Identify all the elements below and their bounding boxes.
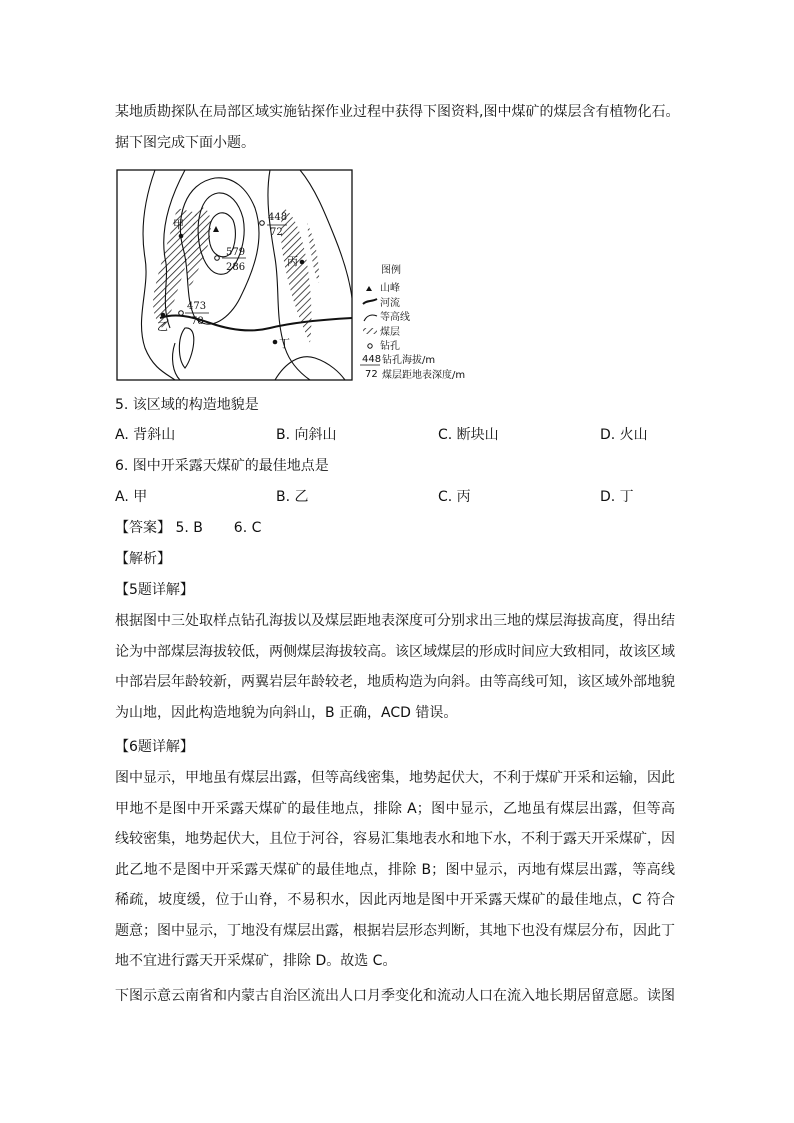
next-intro: 下图示意云南省和内蒙古自治区流出人口月季变化和流动人口在流入地长期居留意愿。读图 [115, 988, 675, 1004]
borehole-2-altitude: 579 [226, 247, 246, 258]
legend-river: 河流 [380, 298, 400, 309]
label-jia: 甲 [173, 218, 184, 231]
peak-marker [213, 226, 219, 232]
point-bing [300, 260, 305, 265]
legend-sample-depth: 72 [365, 369, 378, 380]
label-ding: 丁 [279, 337, 290, 350]
geology-map-figure [115, 168, 485, 384]
q5-option-b[interactable]: B. 向斜山 [276, 427, 337, 443]
q6-option-b[interactable]: B. 乙 [276, 489, 309, 505]
coal-seam-east-inner [307, 223, 319, 283]
legend-coal-icon [363, 328, 377, 334]
q5-detail-text: 根据图中三处取样点钻孔海拔以及煤层距地表深度可分别求出三地的煤层海拔高度，得出结论为中部煤层海拔较低，两侧煤层海拔较高。该区域煤层的形成时间应大致相同，故该区域中部岩层年龄较新，两翼岩层年龄较老，地质构造为向斜。由等高线可知，该区域外部地貌为山地，因此构造地貌为向斜山，B 正确，ACD 错误。 [115, 613, 675, 721]
contour-map [115, 168, 485, 384]
legend [360, 263, 465, 381]
legend-depth-label: 煤层距地表深度/m [382, 370, 466, 381]
label-yi: 乙 [157, 320, 168, 333]
q5-stem: 5. 该区域的构造地貌是 [115, 397, 259, 413]
point-yi [161, 313, 166, 318]
q6-stem: 6. 图中开采露天煤矿的最佳地点是 [115, 458, 329, 474]
answer-6: 6. C [233, 520, 262, 536]
q6-option-d[interactable]: D. 丁 [600, 489, 634, 505]
contour-line-9 [275, 357, 345, 380]
q5-detail-label: 【5题详解】 [115, 582, 194, 598]
q6-detail-label: 【6题详解】 [115, 739, 194, 755]
legend-coal: 煤层 [380, 327, 400, 338]
q6-option-c[interactable]: C. 丙 [438, 489, 471, 505]
answer-label: 【答案】 [115, 520, 171, 536]
borehole-3 [179, 311, 184, 316]
q6-option-a[interactable]: A. 甲 [115, 489, 148, 505]
legend-altitude-label: 钻孔海拔/m [382, 355, 436, 366]
intro-line-2: 据下图完成下面小题。 [115, 135, 255, 151]
borehole-2 [215, 256, 220, 261]
q6-detail-text: 图中显示，甲地虽有煤层出露，但等高线密集，地势起伏大，不利于煤矿开采和运输，因此甲地不是图中开采露天煤矿的最佳地点，排除 A；图中显示，乙地虽有煤层出露，但等高线较密集，地势起伏大，且位于河谷，容易汇集地表水和地下水，不利于露天开采煤矿，因此乙地不是图中开采露天煤矿的最佳地点，排除 B；图中显示，丙地有煤层出露，等高线稀疏，坡度缓，位于山脊，不易积水，因此丙地是图中开采露天煤矿的最佳地点，C 符合题意；图中显示，丁地没有煤层出露，根据岩层形态判断，其地下也没有煤层分布，因此丁地不宜进行露天开采煤矿，排除 D。故选 C。 [115, 770, 675, 969]
borehole-2-depth: 286 [226, 262, 246, 273]
borehole-3-depth: 78 [191, 316, 204, 327]
q5-option-c[interactable]: C. 断块山 [438, 427, 499, 443]
intro-line-1: 某地质勘探队在局部区域实施钻探作业过程中获得下图资料,图中煤矿的煤层含有植物化石。 [115, 104, 680, 120]
legend-title: 图例 [381, 265, 401, 276]
legend-sample-altitude: 448 [362, 354, 382, 365]
answer-5: 5. B [175, 520, 203, 536]
contour-line-8 [173, 328, 194, 380]
legend-river-icon [363, 299, 377, 304]
legend-borehole: 钻孔 [380, 341, 400, 352]
point-jia [179, 234, 184, 239]
legend-contour-icon [364, 315, 377, 321]
legend-peak-icon [366, 286, 372, 291]
q5-option-a[interactable]: A. 背斜山 [115, 427, 176, 443]
borehole-1 [260, 221, 265, 226]
borehole-3-altitude: 473 [187, 301, 207, 312]
legend-peak: 山峰 [380, 283, 400, 294]
borehole-1-depth: 72 [270, 227, 283, 238]
legend-contour: 等高线 [380, 312, 410, 323]
label-bing: 丙 [287, 255, 298, 268]
legend-borehole-icon [368, 344, 372, 348]
q5-option-d[interactable]: D. 火山 [600, 427, 648, 443]
answer-line [115, 518, 261, 538]
borehole-1-altitude: 448 [268, 212, 288, 223]
point-ding [273, 340, 278, 345]
analysis-label: 【解析】 [115, 551, 171, 567]
